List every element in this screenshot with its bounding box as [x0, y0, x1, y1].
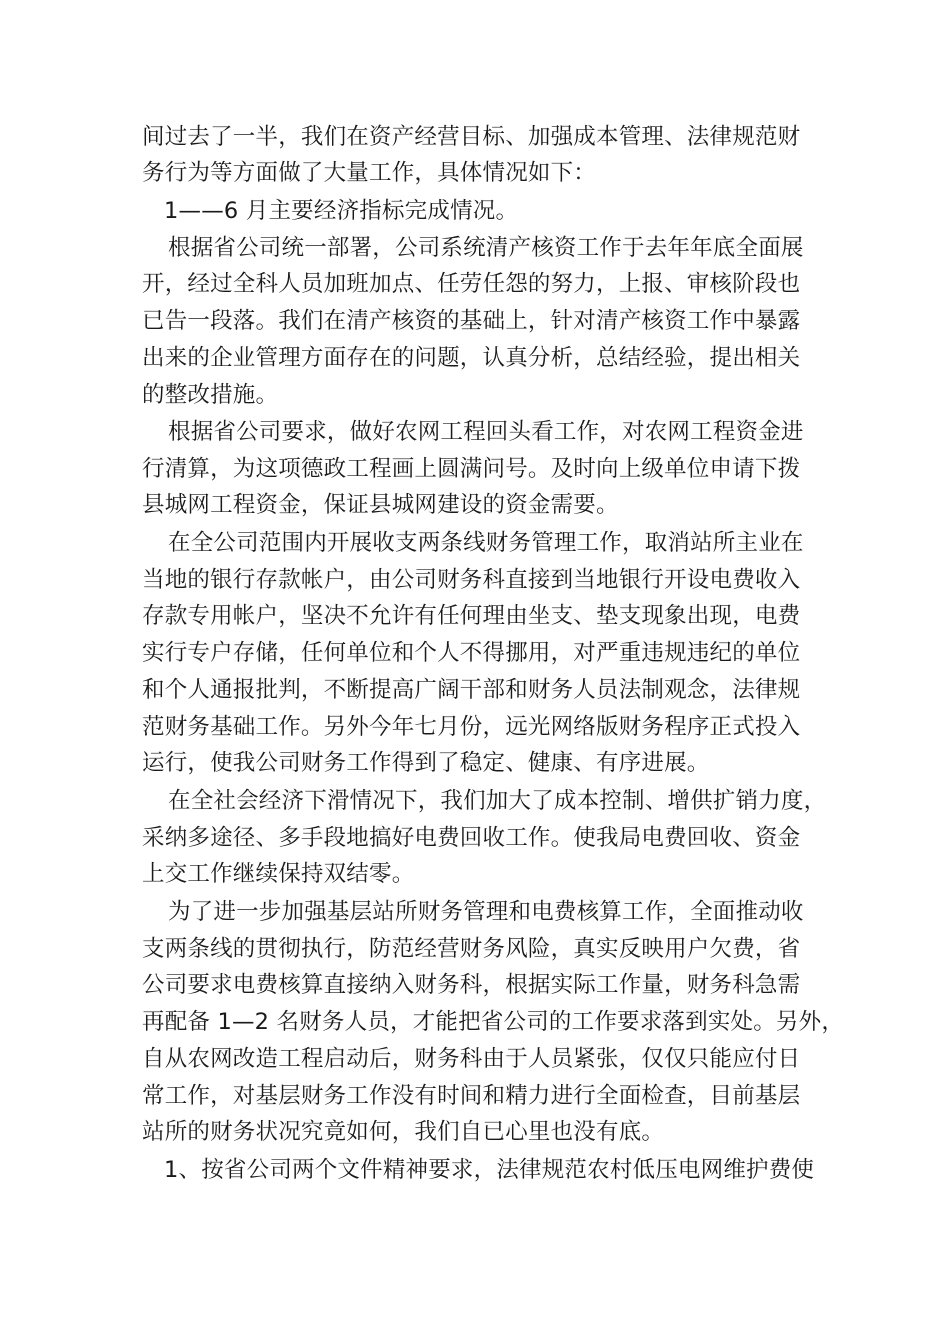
paragraph-start: 在全社会经济下滑情况下，我们加大了成本控制、增供扩销力度， [168, 788, 827, 814]
text-line: 实行专户存储，任何单位和个人不得挪用，对严重违规违纪的单位 [142, 640, 801, 666]
text-line: 上交工作继续保持双结零。 [142, 861, 415, 887]
text-line: 县城网工程资金，保证县城网建设的资金需要。 [142, 492, 619, 518]
paragraph-start: 根据省公司统一部署，公司系统清产核资工作于去年年底全面展 [168, 235, 804, 261]
text-line: 支两条线的贯彻执行，防范经营财务风险，真实反映用户欠费，省 [142, 936, 801, 962]
paragraph-start: 为了进一步加强基层站所财务管理和电费核算工作，全面推动收 [168, 899, 804, 925]
section-heading: 1——6 月主要经济指标完成情况。 [164, 198, 519, 224]
text-line: 务行为等方面做了大量工作，具体情况如下： [142, 160, 597, 186]
text-line: 站所的财务状况究竟如何，我们自已心里也没有底。 [142, 1119, 665, 1145]
text-line: 范财务基础工作。另外今年七月份，远光网络版财务程序正式投入 [142, 714, 801, 740]
text-line: 和个人通报批判，不断提高广阔干部和财务人员法制观念，法律规 [142, 677, 801, 703]
text-line: 常工作，对基层财务工作没有时间和精力进行全面检查，目前基层 [142, 1083, 801, 1109]
text-line: 再配备 1—2 名财务人员，才能把省公司的工作要求落到实处。另外， [142, 1009, 845, 1035]
text-line: 间过去了一半，我们在资产经营目标、加强成本管理、法律规范财 [142, 124, 801, 150]
text-line: 运行，使我公司财务工作得到了稳定、健康、有序进展。 [142, 750, 710, 776]
text-line: 出来的企业管理方面存在的问题，认真分析，总结经验，提出相关 [142, 345, 801, 371]
text-line: 已告一段落。我们在清产核资的基础上，针对清产核资工作中暴露 [142, 308, 801, 334]
text-line: 的整改措施。 [142, 382, 279, 408]
numbered-item: 1、按省公司两个文件精神要求，法律规范农村低压电网维护费使 [164, 1157, 815, 1183]
text-line: 存款专用帐户，坚决不允许有任何理由坐支、垫支现象出现，电费 [142, 603, 801, 629]
text-line: 当地的银行存款帐户，由公司财务科直接到当地银行开设电费收入 [142, 567, 801, 593]
text-line: 采纳多途径、多手段地搞好电费回收工作。使我局电费回收、资金 [142, 825, 801, 851]
text-line: 行清算，为这项德政工程画上圆满问号。及时向上级单位申请下拨 [142, 456, 801, 482]
paragraph-start: 在全公司范围内开展收支两条线财务管理工作，取消站所主业在 [168, 530, 804, 556]
text-line: 公司要求电费核算直接纳入财务科，根据实际工作量，财务科急需 [142, 972, 801, 998]
text-line: 开，经过全科人员加班加点、任劳任怨的努力，上报、审核阶段也 [142, 271, 801, 297]
paragraph-start: 根据省公司要求，做好农网工程回头看工作，对农网工程资金进 [168, 419, 804, 445]
text-line: 自从农网改造工程启动后，财务科由于人员紧张，仅仅只能应付日 [142, 1046, 801, 1072]
